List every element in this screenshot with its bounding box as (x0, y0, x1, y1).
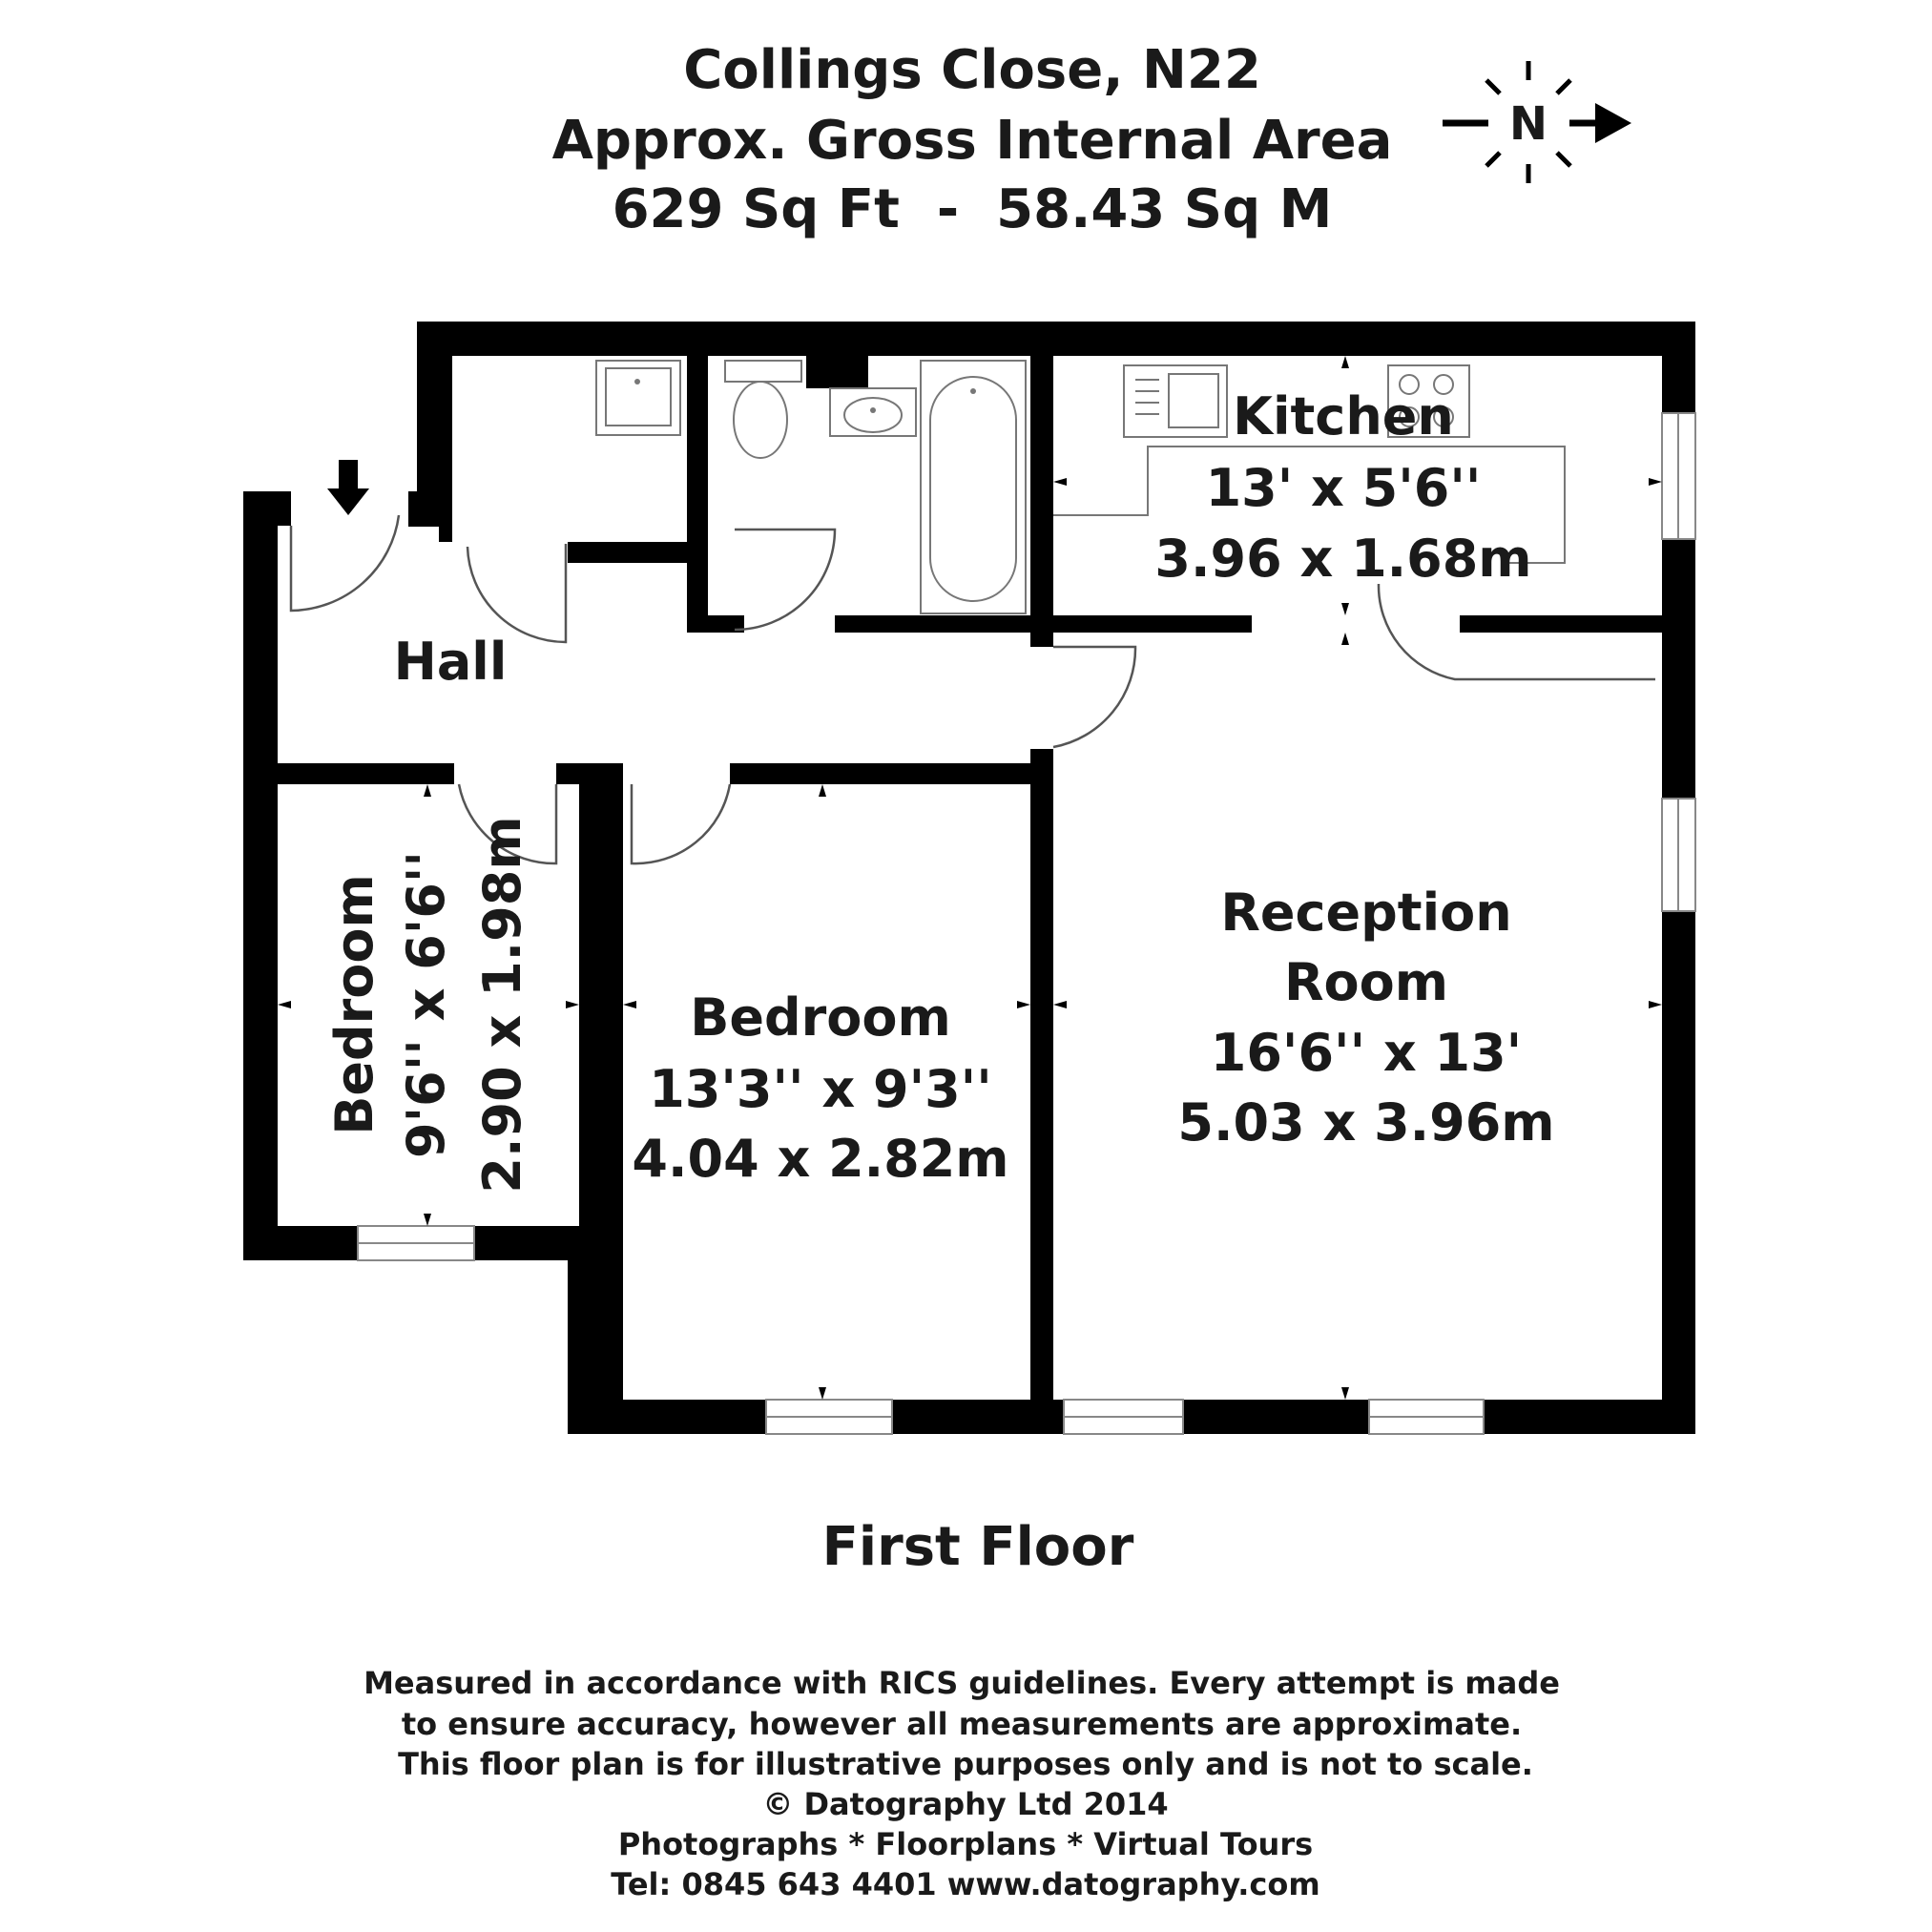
basin-icon (830, 388, 916, 436)
entrance-door (291, 515, 399, 611)
kitchen-metric: 3.96 x 1.68m (1154, 529, 1532, 589)
reception-metric: 5.03 x 3.96m (1177, 1092, 1555, 1153)
bedroom-small-imperial: 9'6'' x 6'6'' (396, 851, 456, 1158)
door (1053, 647, 1135, 747)
footer-line-1: Measured in accordance with RICS guidelines. Every attempt is made (364, 1665, 1560, 1701)
bedroom-main-name: Bedroom (690, 987, 951, 1048)
footer-line-6: Tel: 0845 643 4401 www.datography.com (611, 1866, 1320, 1902)
north-arrow-icon (1443, 61, 1631, 183)
sink-icon (596, 361, 680, 435)
kitchen-name: Kitchen (1233, 386, 1454, 447)
entrance-arrow-icon (327, 460, 369, 515)
bedroom-main-imperial: 13'3'' x 9'3'' (649, 1059, 992, 1119)
door (467, 544, 566, 642)
header (552, 39, 1393, 240)
toilet-icon (725, 361, 801, 458)
room-labels (324, 386, 1555, 1194)
kitchen-sink-icon (1124, 365, 1227, 437)
bedroom-small-metric: 2.90 x 1.98m (472, 816, 532, 1194)
floor-label: First Floor (821, 1516, 1134, 1578)
hall-name: Hall (393, 632, 508, 692)
footer-line-2: to ensure accuracy, however all measurements are approximate. (401, 1706, 1523, 1742)
area-label: Approx. Gross Internal Area (551, 110, 1393, 172)
footer-line-5: Photographs * Floorplans * Virtual Tours (617, 1826, 1314, 1862)
bedroom-main-metric: 4.04 x 2.82m (632, 1129, 1009, 1189)
bath-icon (921, 361, 1026, 613)
footer-line-3: This floor plan is for illustrative purposes only and is not to scale. (398, 1746, 1533, 1782)
compass-letter: N (1508, 97, 1548, 151)
area-value: 629 Sq Ft - 58.43 Sq M (612, 178, 1333, 240)
kitchen-imperial: 13' x 5'6'' (1205, 458, 1482, 518)
address-title: Collings Close, N22 (683, 39, 1261, 101)
reception-imperial: 16'6'' x 13' (1210, 1023, 1523, 1083)
door (632, 784, 730, 863)
bedroom-small-name: Bedroom (324, 874, 384, 1135)
footer (364, 1665, 1560, 1902)
reception-name-line2: Room (1283, 952, 1449, 1012)
footer-line-4: © Datography Ltd 2014 (762, 1786, 1169, 1822)
reception-name-line1: Reception (1220, 883, 1512, 943)
door (735, 530, 835, 630)
